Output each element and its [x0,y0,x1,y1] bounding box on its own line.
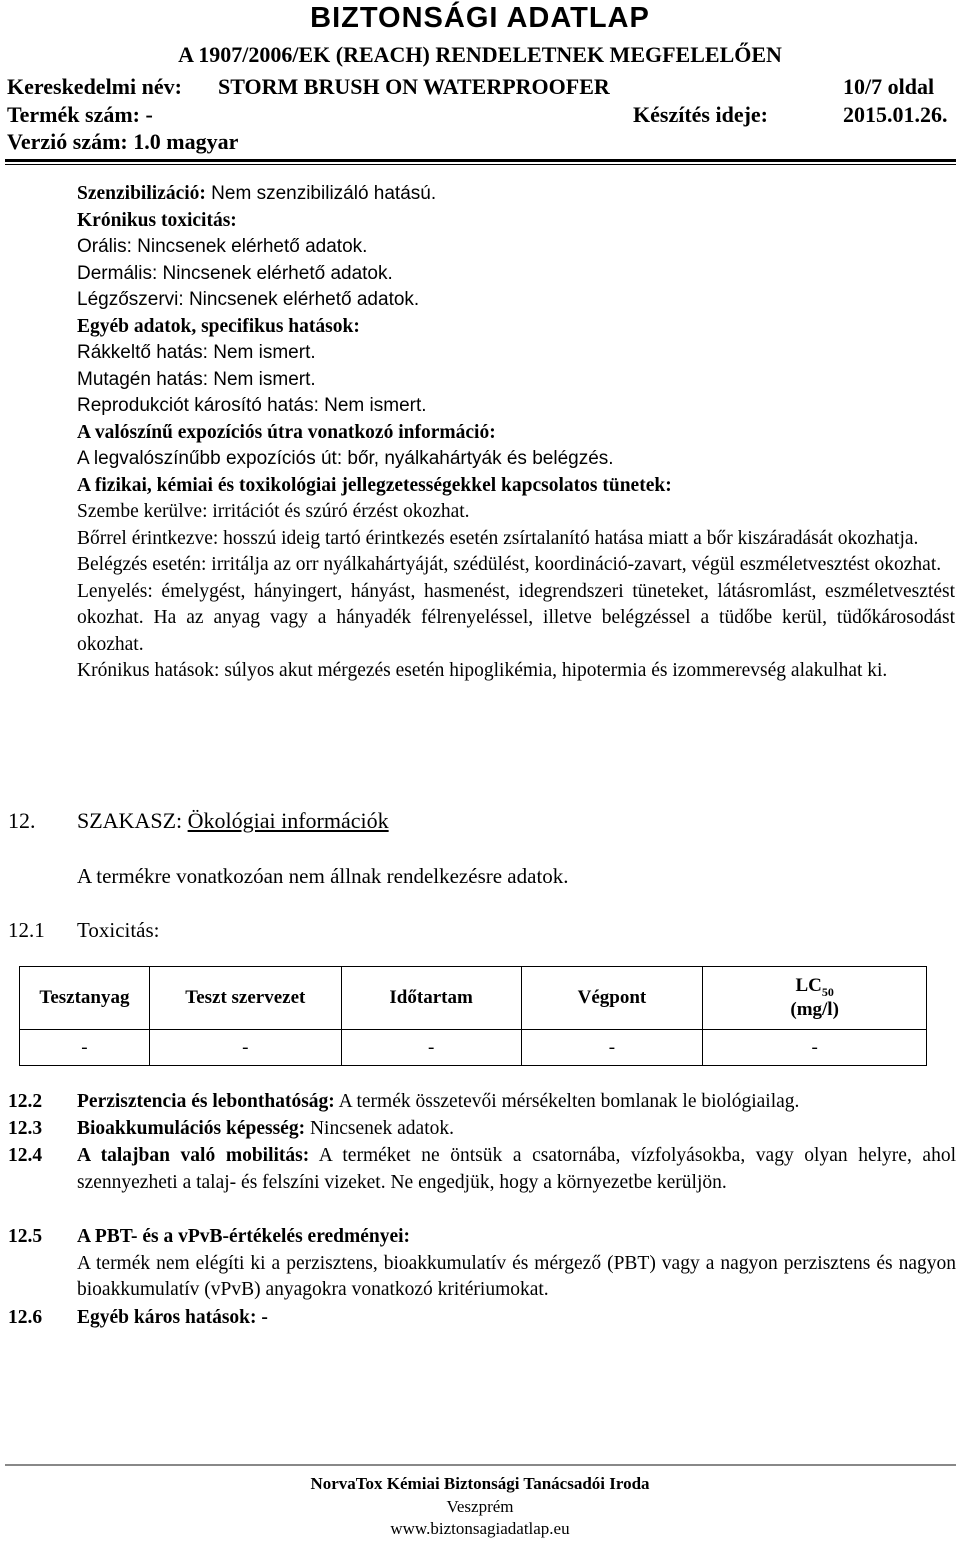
prep-date: 2015.01.26. [843,102,948,127]
other-mutagenic: Mutagén hatás: Nem ismert. [77,368,316,390]
symptoms-skin: Bőrrel érintkezve: hosszú ideig tartó érintkezés esetén zsírtalanító hatása miatt a bőr kiszáradását okozhatja. [77,527,919,549]
chronic-oral: Orális: Nincsenek elérhető adatok. [77,236,368,257]
table-row [20,1030,927,1066]
table-header-cell: Végpont [521,967,703,1030]
footer-city: Veszprém [446,1497,514,1516]
trade-name: STORM BRUSH ON WATERPROOFER [218,74,610,99]
footer-rule [5,1464,956,1466]
chronic-dermal: Dermális: Nincsenek elérhető adatok. [77,262,393,284]
table-cell: - [703,1030,927,1066]
footer-org: NorvaTox Kémiai Biztonsági Tanácsadói Iroda [310,1474,650,1493]
product-number: Termék szám: - [7,102,153,127]
tox-section [77,181,955,685]
table-header-row [20,967,927,1030]
table-header-lc50: $LC_{50}$ (mg/l) [703,967,927,1030]
exposure-heading: A valószínű expozíciós útra vonatkozó információ: [77,421,496,443]
table-cell: - [20,1030,150,1066]
table-cell: - [521,1030,703,1066]
page-title: BIZTONSÁGI ADATLAP [310,2,650,34]
toxicity-number: 12.1 [8,918,45,942]
page-number: 10/7 oldal [843,74,935,99]
item-12-3: 12.3 Bioakkumulációs képesség: Nincsenek adatok. [8,1118,454,1139]
table-header-cell: Teszt szervezet [149,967,341,1030]
item-12-6: 12.6 Egyéb káros hatások: - [8,1307,268,1328]
symptoms-chronic: Krónikus hatások: súlyos akut mérgezés esetén hipoglikémia, hipotermia és izommerevség alakulhat ki. [77,660,888,681]
header-rule [5,159,956,165]
chronic-inhal: Légzőszervi: Nincsenek elérhető adatok. [77,289,420,310]
other-reproductive: Reprodukciót károsító hatás: Nem ismert. [77,395,427,416]
symptoms-inhalation: Belégzés esetén: irritálja az orr nyálkahártyáját, szédülést, koordináció-zavart, végül eszméletvesztést okozhat. [77,554,942,575]
section-12-intro: A termékre vonatkozóan nem állnak rendelkezésre adatok. [77,864,569,888]
symptoms-eye: Szembe kerülve: irritációt és szúró érzést okozhat. [77,501,470,522]
item-12-5: 12.5 A PBT- és a vPvB-értékelés eredményei: A termék nem elégíti ki a perzisztens, bioakkumulatív és mérgező (PBT) vagy a nagyon perzisztens és nagyon bioakkumulatív (vPvB) anyagokra vonatkozó kritériumokat. [8,1226,956,1300]
page-subtitle: A 1907/2006/EK (REACH) RENDELETNEK MEGFELELŐEN [178,42,782,67]
section-12-title: 12. SZAKASZ: Ökológiai információk [8,808,389,833]
item-12-4: 12.4 A talajban való mobilitás: A terméket ne öntsük a csatornába, vízfolyásokba, vagy olyan helyre, ahol szennyezheti a talaj- és felszíni vizeket. Ne engedjük, hogy a környezetbe kerüljön. [8,1145,957,1193]
sensitisation: Szenzibilizáció: Nem szenzibilizáló hatású. [77,183,437,204]
toxicity-label: Toxicitás: [77,918,160,942]
exposure-text: A legvalószínűbb expozíciós út: bőr, nyálkahártyák és belégzés. [77,448,614,469]
chronic-heading: Krónikus toxicitás: [77,209,237,231]
other-carcinogenic: Rákkeltő hatás: Nem ismert. [77,342,316,363]
table-cell: - [341,1030,521,1066]
symptoms-heading: A fizikai, kémiai és toxikológiai jellegzetességekkel kapcsolatos tünetek: [77,474,672,496]
footer-url: www.biztonsagiadatlap.eu [390,1519,570,1538]
other-heading: Egyéb adatok, specifikus hatások: [77,315,360,337]
trade-name-label: Kereskedelmi név: [7,74,182,99]
table-cell: - [149,1030,341,1066]
symptoms-ingestion: Lenyelés: émelygést, hányingert, hányást, hasmenést, idegrendszeri tüneteket, látásromlást, eszméletvesztést okozhat. Ha az anyag vagy a hányadék félrenyeléssel, illetve belégzéssel a tüdőbe kerül, tüdőkárosodást okozhat. [77,580,955,655]
toxicity-table [19,966,927,1066]
table-header-cell: Időtartam [341,967,521,1030]
prep-date-label: Készítés ideje: [633,102,768,127]
version: Verzió szám: 1.0 magyar [7,129,239,154]
table-header-cell: Tesztanyag [20,967,150,1030]
item-12-2: 12.2 Perzisztencia és lebonthatóság: A termék összetevői mérsékelten bomlanak le biológiailag. [8,1091,800,1112]
